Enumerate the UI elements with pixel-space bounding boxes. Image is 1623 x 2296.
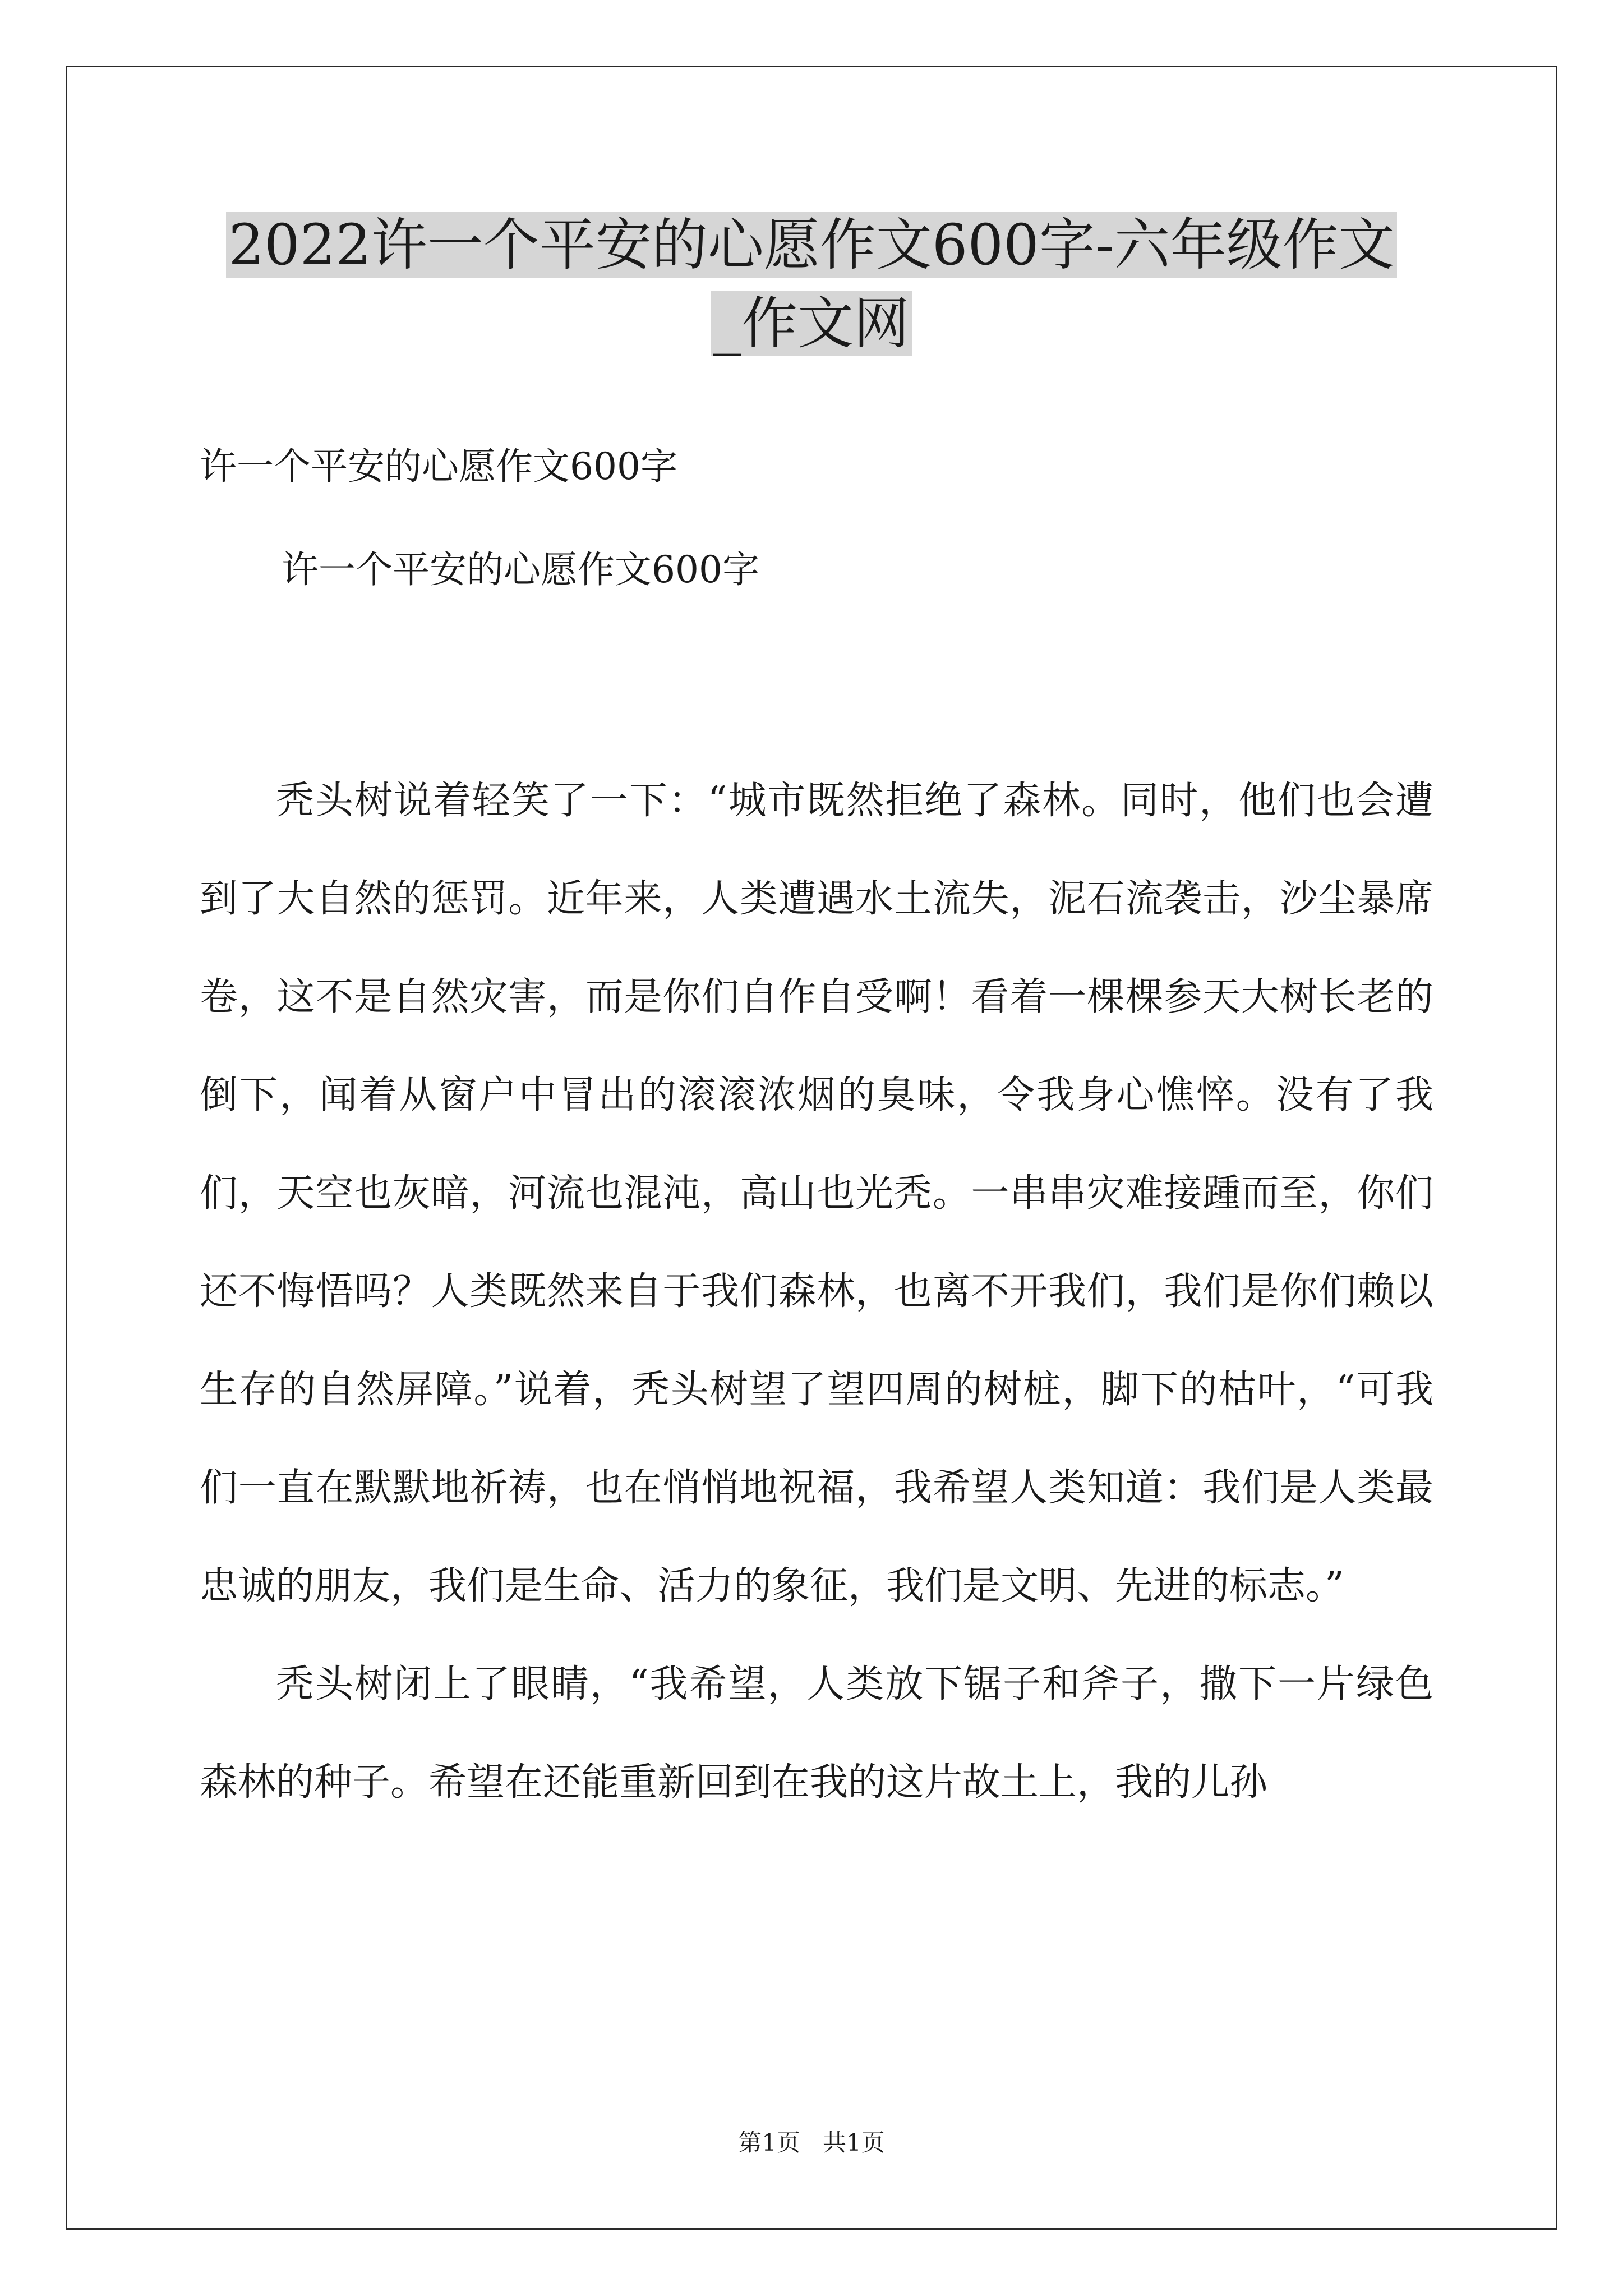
subheading-1: 许一个平安的心愿作文600字 (200, 445, 677, 488)
paragraph-2: 秃头树闭上了眼睛，“我希望，人类放下锯子和斧子，撒下一片绿色森林的种子。希望在还能重新回到在我的这片故土上，我的儿孙 (200, 1662, 1433, 1805)
title-text-2: _作文网 (711, 291, 912, 356)
title-text-1: 2022许一个平安的心愿作文600字-六年级作文 (226, 212, 1396, 278)
subheading-2: 许一个平安的心愿作文600字 (282, 548, 759, 591)
paragraph-1: 秃头树说着轻笑了一下：“城市既然拒绝了森林。同时，他们也会遭到了大自然的惩罚。近年来，人类遭遇水土流失，泥石流袭击，沙尘暴席卷，这不是自然灾害，而是你们自作自受啊！看着一棵棵参天大树长老的倒下，闻着从窗户中冒出的滚滚浓烟的臭味，令我身心憔悴。没有了我们，天空也灰暗，河流也混沌，高山也光秃。一串串灾难接踵而至，你们还不悔悟吗？人类既然来自于我们森林，也离不开我们，我们是你们赖以生存的自然屏障。”说着，秃头树望了望四周的树桩，脚下的枯叶，“可我们一直在默默地祈祷，也在悄悄地祝福，我希望人类知道：我们是人类最忠诚的朋友，我们是生命、活力的象征，我们是文明、先进的标志。” (200, 779, 1433, 1608)
document-title-line-2 (0, 282, 1623, 366)
article-body (200, 752, 1433, 1832)
page-number-footer: 第1页 共1页 (738, 2129, 885, 2156)
document-title-line-1 (0, 203, 1623, 287)
